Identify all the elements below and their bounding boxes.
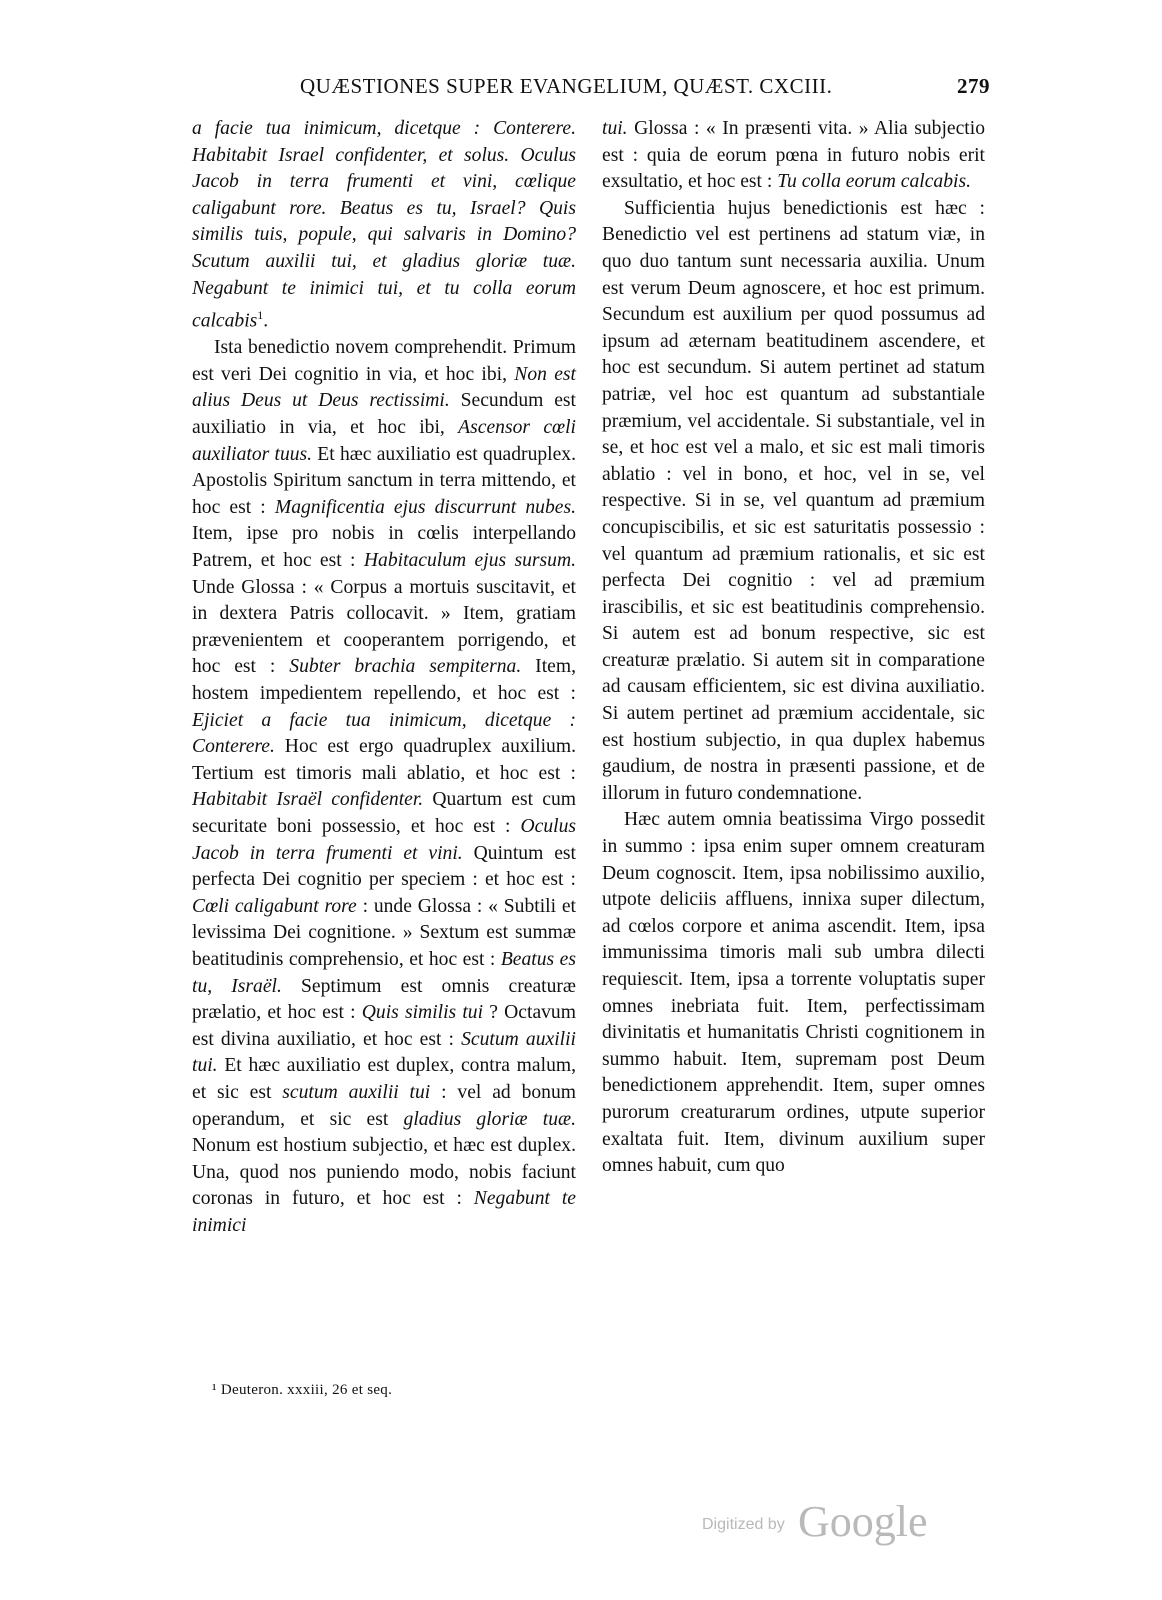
text-run: Quartum est cum securitate boni possessio, et hoc est :: [192, 789, 576, 837]
footnote-text: Deuteron. xxxiii, 26 et seq.: [220, 1382, 393, 1398]
footnote-reference: 1: [257, 308, 264, 323]
scripture-quote: Non est alius Deus ut Deus rectissimi.: [192, 363, 576, 412]
scripture-quote: Cœli caligabunt rore: [192, 895, 357, 917]
paragraph: Sufficientia hujus benedictionis est hæc : Benedictio vel est pertinens ad statum viæ, in quo duo tantum sunt necessaria auxilia. Unum est verum Deum agnoscere, et hoc est primum. Secundum est auxilium per quod possumus ad ipsum ad æternam beatitudinem ascendere, et hoc est secundum. Si autem pertinet ad statum patriæ, vel hoc est quantum ad substantiale præmium, vel accidentale. Si substantiale, vel in se, et hoc est vel a malo, et sic est mali timoris ablatio : vel in bono, et hoc, vel in se, vel respective. Si in se, vel quantum ad præmium concupiscibilis, et sic est saturitatis possessio : vel quantum ad præmium rationalis, et sic est perfecta Dei cognitio : vel ad præmium irascibilis, et sic est beatitudinis comprehensio. Si autem est ad bonum respective, sic est creaturæ prælatio. Si autem sit in comparatione ad causam efficientem, sic est divina auxiliatio. Si autem pertinet ad præmium accidentale, sic est hostium subjectio, in qua duplex habemus gaudium, de nostra in præsenti passione, et de illorum in futuro condemnatione.: [602, 197, 985, 804]
paragraph: [192, 335, 576, 1239]
text-run: Unde Glossa : « Corpus a mortuis suscitavit, et in dextera Patris collocavit. » Item, gratiam prævenientem et cooperantem porrigendo, et hoc est :: [192, 576, 576, 678]
scripture-quote: Ascensor cœli auxiliator tuus.: [192, 417, 577, 465]
text-run: Item, hostem impedientem repellendo, et hoc est :: [192, 656, 576, 704]
text-run: : vel ad bonum operandum, et sic est: [192, 1081, 576, 1130]
text-run: Ista benedictio novem comprehendit. Primum est veri Dei cognitio in via, et hoc ibi,: [192, 337, 576, 385]
scripture-quote: Magnificentia ejus discurrunt nubes.: [274, 496, 576, 518]
paragraph: [602, 116, 985, 196]
text-run: Secundum est auxiliatio in via, et hoc ibi,: [192, 390, 577, 439]
scripture-quote: Habitaculum ejus sursum.: [363, 550, 576, 572]
scripture-quote: Scutum auxilii tui.: [192, 1028, 576, 1077]
text-run: ? Octavum est divina auxiliatio, et hoc est :: [192, 1002, 576, 1050]
text-run: Septimum est omnis creaturæ prælatio, et hoc est :: [192, 975, 576, 1024]
scripture-quote: scutum auxilii tui: [282, 1081, 431, 1103]
google-logo: Google: [798, 1497, 928, 1546]
right-column: [602, 116, 985, 1180]
footnote: [212, 1382, 392, 1399]
left-column: [192, 116, 576, 1239]
text-run: Item, ipse pro nobis in cœlis interpellando Patrem, et hoc est :: [192, 523, 576, 572]
text-run: Glossa : « In præsenti vita. » Alia subjectio est : quia de eorum pœna in futuro nobis erit exsultatio, et hoc est :: [602, 118, 985, 193]
scripture-quote: tui.: [602, 118, 628, 139]
text-run: .: [263, 310, 269, 332]
running-title: QUÆSTIONES SUPER EVANGELIUM, QUÆST. CXCIII.: [300, 74, 833, 98]
text-run: : unde Glossa : « Subtili et levissima Dei cognitione. » Sextum est summæ beatitudinis comprehensio, et hoc est :: [192, 895, 576, 970]
watermark-prefix: Digitized by: [702, 1516, 785, 1533]
scripture-quote: a facie tua inimicum, dicetque : Conterere. Habitabit Israel confidenter, et solus. Oculus Jacob in terra frumenti et vini, cœlique caligabunt rore. Beatus es tu, Israel? Quis similis tuis, popule, qui salvaris in Domino? Scutum auxilii tui, et gladius gloriæ tuæ. Negabunt te inimici tui, et tu colla eorum calcabis: [192, 118, 576, 332]
text-run: Quintum est perfecta Dei cognitio per speciem : et hoc est :: [192, 842, 577, 891]
text-run: Et hæc auxiliatio est quadruplex. Apostolis Spiritum sanctum in terra mittendo, et hoc est :: [192, 443, 576, 518]
text-run: Et hæc auxiliatio est duplex, contra malum, et sic est: [192, 1055, 576, 1103]
paragraph: Hæc autem omnia beatissima Virgo possedit in summo : ipsa enim super omnem creaturam Deum cognoscit. Item, ipsa nobilissimo auxilio, utpote deliciis affluens, innixa super dilectum, ad cœlos corpore et anima ascendit. Item, ipsa immunissima timoris mali sub umbra dilecti requiescit. Item, ipsa a torrente voluptatis super omnes inebriata fuit. Item, perfectissimam divinitatis et humanitatis Christi cognitionem in summo habuit. Item, supremam post Deum benedictionem apprehendit. Item, super omnes purorum creaturarum ordines, utpute superior exaltata fuit. Item, divinum auxilium super omnes habuit, cum quo: [602, 809, 985, 1177]
scripture-quote: Subter brachia sempiterna.: [289, 656, 522, 678]
text-run: Hoc est ergo quadruplex auxilium. Tertium est timoris mali ablatio, et hoc est :: [192, 736, 576, 784]
scripture-quote: gladius gloriæ tuæ.: [403, 1108, 576, 1130]
footnote-marker: ¹: [212, 1382, 217, 1398]
scripture-quote: Tu colla eorum calcabis.: [777, 171, 971, 193]
scripture-quote: Quis similis tui: [361, 1002, 484, 1024]
text-run: Nonum est hostium subjectio, et hæc est duplex. Una, quod nos puniendo modo, nobis faciunt coronas in futuro, et hoc est :: [192, 1135, 576, 1210]
scripture-quote: Ejiciet a facie tua inimicum, dicetque : Conterere.: [192, 709, 576, 758]
scripture-quote: Oculus Jacob in terra frumenti et vini.: [192, 815, 576, 864]
page-number: 279: [957, 74, 990, 98]
running-header: [300, 74, 990, 104]
scripture-quote: Negabunt te inimici: [192, 1188, 576, 1236]
paragraph: [192, 116, 576, 335]
scripture-quote: Beatus es tu, Israël.: [192, 948, 576, 997]
scripture-quote: Habitabit Israël confidenter.: [192, 789, 424, 811]
